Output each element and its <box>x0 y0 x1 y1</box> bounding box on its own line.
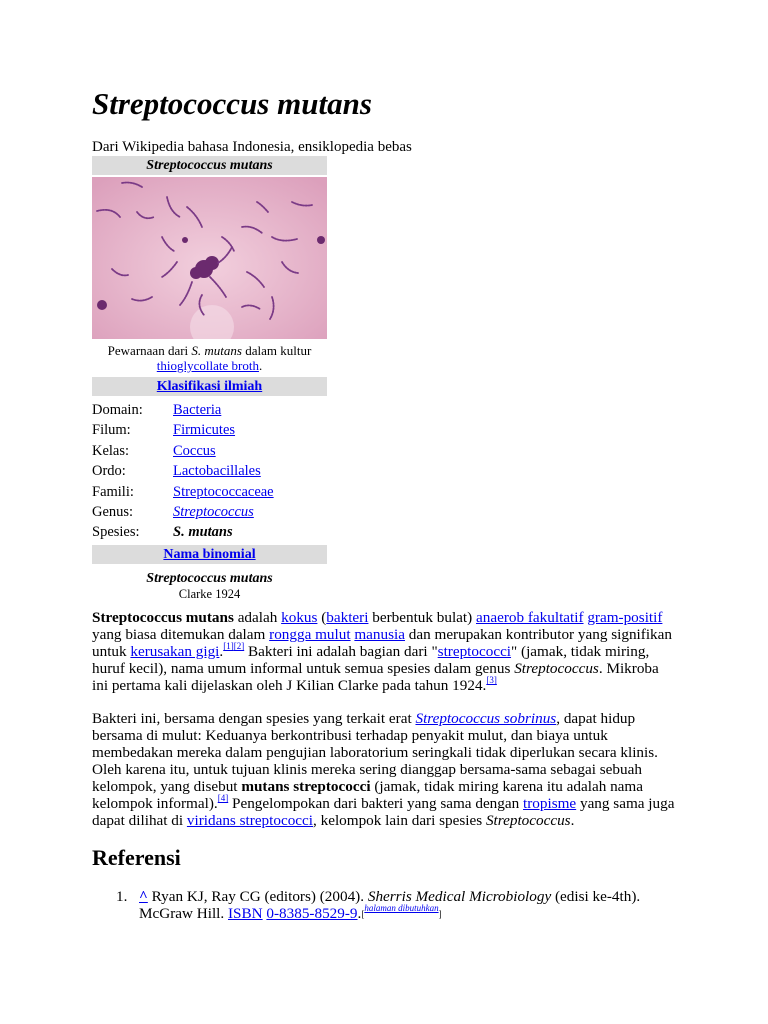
text: . <box>219 643 224 660</box>
bracket-close: ] <box>438 909 442 919</box>
book-title: Sherris Medical Microbiology <box>367 888 552 905</box>
text: . <box>570 812 575 829</box>
bracket-open: [ <box>361 909 365 919</box>
link-kokus[interactable]: kokus <box>281 609 318 626</box>
link-viridans-streptococci[interactable]: viridans streptococci <box>186 812 314 829</box>
row-label: Filum: <box>92 422 131 439</box>
link-lactobacillales[interactable]: Lactobacillales <box>173 463 261 480</box>
citation-link-3[interactable]: [3] <box>486 675 497 685</box>
link-tropisme[interactable]: tropisme <box>523 795 577 812</box>
link-coccus[interactable]: Coccus <box>173 442 216 459</box>
text: (edisi ke-4th). McGraw Hill. <box>139 888 641 922</box>
text: (jamak, tidak miring karena itu adalah nama kelompok informal). <box>92 778 643 812</box>
text: dan merupakan kontributor yang signifikan untuk <box>92 626 672 660</box>
link-anaerob-fakultatif[interactable]: anaerob fakultatif <box>476 609 584 626</box>
caption-italic: S. mutans <box>191 343 242 358</box>
link-manusia[interactable]: manusia <box>354 626 405 643</box>
link-isbn[interactable]: ISBN <box>228 905 263 922</box>
link-streptococci[interactable]: streptococci <box>437 643 512 660</box>
taxonomy-table <box>92 400 327 543</box>
link-gram-positif[interactable]: gram-positif <box>587 609 663 626</box>
text: Bakteri ini, bersama dengan spesies yang terkait erat <box>92 710 416 727</box>
taxonomy-row-domain <box>92 400 327 420</box>
page-subtitle: Dari Wikipedia bahasa Indonesia, ensiklopedia bebas <box>92 139 412 155</box>
reference-number: 1. <box>116 888 128 905</box>
taxonomy-row-spesies <box>92 522 327 542</box>
caption-end: . <box>258 358 263 373</box>
reference-text <box>139 888 679 922</box>
taxonomy-row-kelas <box>92 441 327 461</box>
nama-binomial-link[interactable]: Nama binomial <box>163 546 256 562</box>
text: , dapat hidup bersama di mulut: Keduanya berkontribusi terhadap penyakit mulut, dan biaya untuk membedakan mereka dalam pengujian laboratorium seringkali tidak diperlukan secara klinis. Oleh karena itu, untuk tujuan klinis mereka sering dianggap bersama-sama sebagai sebuah kelompok, yang disebut <box>92 710 658 795</box>
klasifikasi-link[interactable]: Klasifikasi ilmiah <box>156 379 263 394</box>
text: adalah <box>233 609 282 626</box>
text: . <box>357 905 362 922</box>
link-bakteri[interactable]: bakteri <box>326 609 369 626</box>
text: . Mikroba ini pertama kali dijelaskan oleh J Kilian Clarke pada tahun 1924. <box>92 660 659 694</box>
binomial-author: Clarke 1924 <box>178 586 241 601</box>
taxonomy-row-ordo <box>92 461 327 481</box>
text: " (jamak, tidak miring, huruf kecil), nama umum informal untuk semua spesies dalam genus <box>92 643 650 677</box>
link-kerusakan-gigi[interactable]: kerusakan gigi <box>130 643 220 660</box>
caption-link-thioglycollate[interactable]: thioglycollate broth <box>156 358 259 373</box>
text: , kelompok lain dari spesies <box>313 812 486 829</box>
species-value: S. mutans <box>173 524 233 541</box>
taxonomy-row-famili <box>92 482 327 502</box>
row-label: Domain: <box>92 402 143 418</box>
citation-3[interactable] <box>486 675 497 685</box>
text: yang sama juga dapat dilihat di <box>92 795 675 829</box>
binomial-header <box>92 545 327 564</box>
row-label: Ordo: <box>92 463 126 480</box>
link-streptococcus-genus[interactable]: Streptococcus <box>173 503 254 520</box>
taxonomy-row-genus <box>92 502 327 522</box>
image-caption <box>92 343 327 373</box>
term-bold: mutans streptococci <box>241 778 371 795</box>
micrograph-image[interactable] <box>92 177 327 339</box>
link-isbn-number[interactable]: 0-8385-8529-9 <box>266 905 358 922</box>
citation-1[interactable] <box>223 641 234 651</box>
caption-text-mid: dalam kultur <box>241 343 312 358</box>
text: berbentuk bulat) <box>368 609 476 626</box>
section-heading-referensi: Referensi <box>92 845 181 870</box>
page-title: Streptococcus mutans <box>92 86 372 121</box>
page-needed-tag <box>361 903 442 919</box>
text: yang biasa ditemukan dalam <box>92 626 270 643</box>
klasifikasi-header <box>92 377 327 396</box>
backlink-caret[interactable]: ^ <box>139 888 148 905</box>
citation-2[interactable] <box>234 641 245 651</box>
binomial-block <box>92 570 327 602</box>
text: Ryan KJ, Ray CG (editors) (2004). <box>147 888 368 905</box>
taxonomy-row-filum <box>92 420 327 440</box>
link-bacteria[interactable]: Bacteria <box>173 402 222 418</box>
row-label: Genus: <box>92 503 134 520</box>
citation-link-1[interactable]: [1] <box>223 641 234 651</box>
genus-italic: Streptococcus <box>514 660 599 677</box>
link-halaman-dibutuhkan[interactable]: halaman dibutuhkan <box>364 903 439 913</box>
citation-link-4[interactable]: [4] <box>217 793 229 803</box>
row-label: Kelas: <box>92 442 130 459</box>
row-label: Spesies: <box>92 524 140 541</box>
citation-4[interactable] <box>218 793 229 803</box>
text: Bakteri ini adalah bagian dari " <box>244 643 438 660</box>
text: Pengelompokan dari bakteri yang sama dengan <box>228 795 524 812</box>
paragraph-mutans-streptococci <box>92 710 677 829</box>
paragraph-intro <box>92 609 677 694</box>
caption-text: Pewarnaan dari <box>107 343 192 358</box>
row-label: Famili: <box>92 483 134 500</box>
term-bold: Streptococcus mutans <box>92 609 234 626</box>
taxobox <box>92 156 327 602</box>
link-rongga-mulut[interactable]: rongga mulut <box>269 626 351 643</box>
citation-link-2[interactable]: [2] <box>233 641 245 651</box>
link-firmicutes[interactable]: Firmicutes <box>173 422 236 439</box>
taxobox-title: Streptococcus mutans <box>92 156 327 175</box>
genus-italic: Streptococcus <box>485 812 571 829</box>
link-streptococcaceae[interactable]: Streptococcaceae <box>173 483 274 500</box>
text: ( <box>317 609 327 626</box>
link-streptococcus-sobrinus[interactable]: Streptococcus sobrinus <box>415 710 557 727</box>
binomial-name: Streptococcus mutans <box>146 570 273 586</box>
